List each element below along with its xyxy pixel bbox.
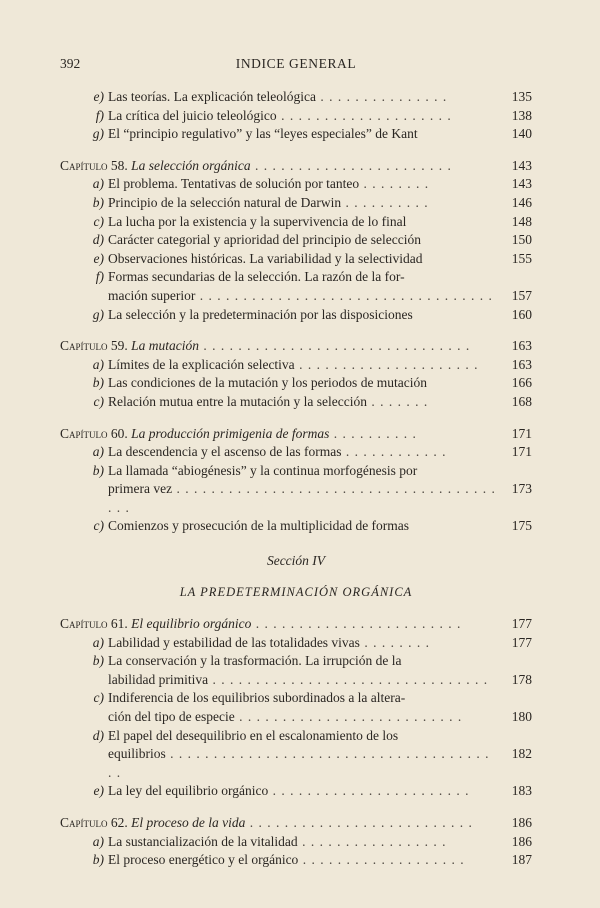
page-ref: 183 <box>511 783 532 799</box>
entry-text <box>108 213 498 232</box>
entry-title: Límites de la explicación selectiva <box>108 356 295 372</box>
entry-text <box>108 689 498 708</box>
toc-entry <box>60 175 532 194</box>
toc-entry <box>60 782 532 801</box>
toc-entry <box>60 268 532 287</box>
entry-title: La conservación y la trasformación. La irrupción de la <box>108 653 402 669</box>
spacer <box>60 324 532 337</box>
page-ref: 178 <box>511 671 532 687</box>
entry-text <box>108 250 498 269</box>
toc-entry <box>60 480 532 517</box>
leader-dots: . . . . . . . . . . . . . . . . . . . . . . . <box>268 783 470 799</box>
entry-text <box>108 517 498 536</box>
entry-text <box>108 393 498 412</box>
page-ref: 171 <box>511 425 532 441</box>
entry-text <box>108 833 498 852</box>
entry-text <box>108 671 498 690</box>
chapter-title: El equilibrio orgánico <box>131 616 252 632</box>
chapter-text <box>60 157 498 176</box>
toc-entry <box>60 517 532 536</box>
entry-letter: c) <box>93 213 104 229</box>
entry-title: La selección y la predeterminación por las disposiciones <box>108 306 413 322</box>
entry-title: La lucha por la existencia y la supervivencia de lo final <box>108 213 407 229</box>
spacer <box>60 801 532 814</box>
page-ref: 163 <box>511 338 532 354</box>
entry-letter <box>60 287 108 306</box>
entry-title: Relación mutua entre la mutación y la selección <box>108 393 368 409</box>
entry-title: Las teorías. La explicación teleológica <box>108 89 317 104</box>
entry-text <box>108 231 498 250</box>
entry-letter: b) <box>92 462 104 478</box>
leader-dots: . . . . . . . . . . . . . . . . . . . . . . . . . . . . . . . . . . . . . . . . <box>108 481 496 515</box>
toc-entry <box>60 393 532 412</box>
entry-letter <box>60 745 108 782</box>
page-number: 392 <box>60 56 81 71</box>
toc-entry <box>60 287 532 306</box>
chapter-label: Capítulo 58. <box>60 157 132 173</box>
entry-title: Labilidad y estabilidad de las totalidades vivas <box>108 634 360 650</box>
page-ref: 160 <box>511 306 532 322</box>
page-ref: 186 <box>511 815 532 830</box>
page-ref: 177 <box>511 634 532 650</box>
entry-letter: b) <box>92 194 104 210</box>
entry-title: La descendencia y el ascenso de las formas <box>108 444 342 460</box>
page-ref: 187 <box>511 852 532 868</box>
toc-entry <box>60 374 532 393</box>
entry-text <box>108 107 498 126</box>
chapter-title: La selección orgánica <box>131 157 251 173</box>
page-ref <box>498 689 532 708</box>
leader-dots: . . . . . . . . . . . . . . . . . . . <box>298 852 465 868</box>
entry-title: El “principio regulativo” y las “leyes especiales” de Kant <box>108 126 418 142</box>
entry-title: La crítica del juicio teleológico <box>108 107 277 123</box>
entry-title: Observaciones históricas. La variabilidad y la selectividad <box>108 250 423 266</box>
toc-entry <box>60 356 532 375</box>
entry-text <box>108 356 498 375</box>
entry-letter <box>60 708 108 727</box>
page-ref: 155 <box>511 250 532 266</box>
entry-text <box>108 652 498 671</box>
toc-entry <box>60 634 532 653</box>
leader-dots: . . . . . . . . . . . . . . . . . . . . <box>276 107 452 123</box>
entry-letter: a) <box>92 356 104 372</box>
spacer <box>60 602 532 615</box>
page-ref: 163 <box>511 356 532 372</box>
page-ref: 177 <box>511 616 532 632</box>
page-ref: 166 <box>511 375 532 391</box>
toc-entry <box>60 851 532 870</box>
page-ref: 182 <box>511 746 532 762</box>
page-ref: 143 <box>511 176 532 192</box>
entry-letter: g) <box>92 306 104 322</box>
page-ref: 150 <box>511 232 532 248</box>
toc-entry <box>60 194 532 213</box>
entry-letter: b) <box>92 653 104 669</box>
entry-letter: f) <box>95 107 104 123</box>
entry-letter: c) <box>93 690 104 706</box>
running-title: INDICE GENERAL <box>235 56 357 71</box>
toc-entry <box>60 689 532 708</box>
entry-text <box>108 708 498 727</box>
entry-title: Carácter categorial y aprioridad del principio de selección <box>108 232 421 248</box>
page-ref: 138 <box>511 107 532 123</box>
section-subtitle: LA PREDETERMINACIÓN ORGÁNICA <box>179 585 413 600</box>
chapter-heading <box>60 615 532 634</box>
entry-letter: g) <box>92 126 104 142</box>
section-title: Sección IV <box>266 553 326 569</box>
entry-letter: a) <box>92 444 104 460</box>
entry-text <box>108 462 498 481</box>
leader-dots: . . . . . . . . <box>359 176 430 192</box>
leader-dots: . . . . . . . . . . . . . . . . . . . . . . . . . . . . . . . . . . . . . . . <box>108 746 490 780</box>
leader-dots: . . . . . . . <box>367 393 429 409</box>
page-ref <box>498 727 532 746</box>
entry-text <box>108 88 498 107</box>
entry-letter: c) <box>93 518 104 534</box>
entry-letter: e) <box>93 250 104 266</box>
toc-entry <box>60 671 532 690</box>
leader-dots: . . . . . . . . . . <box>329 425 417 441</box>
page-ref: 175 <box>511 518 532 534</box>
entry-title: El proceso energético y el orgánico <box>108 852 299 868</box>
entry-text <box>108 851 498 870</box>
chapter-text <box>60 425 498 444</box>
entry-title: El papel del desequilibrio en el escalonamiento de los <box>108 727 399 743</box>
chapter-label: Capítulo 59. <box>60 338 132 354</box>
page-ref <box>498 652 532 671</box>
entry-title: La sustancialización de la vitalidad <box>108 833 298 849</box>
entry-title: mación superior <box>108 287 196 303</box>
leader-dots: . . . . . . . . . . . . . . . . . . . . . <box>294 356 479 372</box>
entry-text <box>108 374 498 393</box>
entry-letter: c) <box>93 393 104 409</box>
entry-letter: e) <box>93 89 104 104</box>
toc-entry <box>60 88 532 107</box>
entry-text <box>108 194 498 213</box>
chapter-text <box>60 615 498 634</box>
leader-dots: . . . . . . . . . . . . . . . . . . . . . . . . . . . . . . . <box>199 338 471 354</box>
toc-entry <box>60 213 532 232</box>
entry-title: primera vez <box>108 481 173 497</box>
page-ref: 135 <box>511 89 532 104</box>
leader-dots: . . . . . . . . . . . . . . . . . . . . . . . . . . <box>245 815 473 830</box>
toc-entry <box>60 250 532 269</box>
entry-title: Indiferencia de los equilibrios subordinados a la altera- <box>108 690 406 706</box>
toc-entry <box>60 231 532 250</box>
entry-text <box>108 306 498 325</box>
toc-entry <box>60 833 532 852</box>
spacer <box>60 144 532 157</box>
entry-title: ción del tipo de especie <box>108 709 235 725</box>
chapter-text <box>60 814 498 833</box>
entry-letter: d) <box>92 232 104 248</box>
leader-dots: . . . . . . . . . . . . . . . . . . . . . . . . . . . . . . . . <box>208 671 489 687</box>
leader-dots: . . . . . . . . . . . . . . . . . . . . . . . . <box>251 616 462 632</box>
entry-title: labilidad primitiva <box>108 671 209 687</box>
entry-letter <box>60 671 108 690</box>
entry-letter: a) <box>92 176 104 192</box>
leader-dots: . . . . . . . . . . <box>341 194 429 210</box>
entry-title: Las condiciones de la mutación y los periodos de mutación <box>108 375 428 391</box>
toc-entry <box>60 306 532 325</box>
chapter-label: Capítulo 62. <box>60 815 132 830</box>
leader-dots: . . . . . . . . . . . . . . . . . . . . . . . <box>250 157 452 173</box>
chapter-label: Capítulo 61. <box>60 616 132 632</box>
chapter-heading <box>60 814 532 833</box>
toc-entry <box>60 727 532 746</box>
entry-text <box>108 634 498 653</box>
entry-title: Comienzos y prosecución de la multiplicidad de formas <box>108 518 410 534</box>
toc-entry <box>60 107 532 126</box>
entry-text <box>108 175 498 194</box>
page-ref: 171 <box>511 444 532 460</box>
running-header <box>60 56 532 74</box>
page-ref <box>498 268 532 287</box>
leader-dots: . . . . . . . . . . . . . . . <box>316 89 448 104</box>
chapter-heading <box>60 157 532 176</box>
entry-title: Formas secundarias de la selección. La razón de la for- <box>108 269 405 285</box>
toc-entry <box>60 652 532 671</box>
leader-dots: . . . . . . . . . . . . . . . . . <box>297 833 447 849</box>
entry-letter: b) <box>92 375 104 391</box>
entry-letter: b) <box>92 852 104 868</box>
toc-entry <box>60 443 532 462</box>
page-ref: 157 <box>511 287 532 303</box>
chapter-title: La producción primigenia de formas <box>131 425 330 441</box>
entry-letter: e) <box>93 783 104 799</box>
spacer <box>60 536 532 549</box>
toc-entry <box>60 708 532 727</box>
toc-entry <box>60 125 532 144</box>
page-ref: 186 <box>511 833 532 849</box>
leader-dots: . . . . . . . . . . . . <box>341 444 447 460</box>
entry-text <box>108 287 498 306</box>
page-ref <box>498 462 532 481</box>
entry-text <box>108 443 498 462</box>
page-ref: 148 <box>511 213 532 229</box>
entry-letter: d) <box>92 727 104 743</box>
leader-dots: . . . . . . . . . . . . . . . . . . . . . . . . . . <box>234 709 463 725</box>
leader-dots: . . . . . . . . <box>359 634 430 650</box>
leader-dots: . . . . . . . . . . . . . . . . . . . . . . . . . . . . . . . . . . <box>195 287 493 303</box>
chapter-label: Capítulo 60. <box>60 425 132 441</box>
entry-title: La ley del equilibrio orgánico <box>108 783 269 799</box>
entry-title: equilibrios <box>108 746 166 762</box>
page-ref: 146 <box>511 194 532 210</box>
entry-text <box>108 745 498 782</box>
entry-letter: a) <box>92 833 104 849</box>
page-ref: 140 <box>511 126 532 142</box>
entry-title: La llamada “abiogénesis” y la continua morfogénesis por <box>108 462 418 478</box>
entry-title: Principio de la selección natural de Darwin <box>108 194 342 210</box>
chapter-title: La mutación <box>131 338 200 354</box>
page-ref: 173 <box>511 481 532 497</box>
spacer <box>60 412 532 425</box>
entry-title: El problema. Tentativas de solución por tanteo <box>108 176 360 192</box>
entry-text <box>108 125 498 144</box>
entry-text <box>108 268 498 287</box>
table-of-contents <box>60 88 532 870</box>
entry-text <box>108 727 498 746</box>
chapter-heading <box>60 425 532 444</box>
entry-letter <box>60 480 108 517</box>
toc-entry <box>60 745 532 782</box>
page-ref: 143 <box>511 157 532 173</box>
entry-text <box>108 480 498 517</box>
entry-text <box>108 782 498 801</box>
entry-letter: a) <box>92 634 104 650</box>
page-ref: 168 <box>511 393 532 409</box>
chapter-title: El proceso de la vida <box>131 815 246 830</box>
page-ref: 180 <box>511 709 532 725</box>
toc-entry <box>60 462 532 481</box>
entry-letter: f) <box>95 269 104 285</box>
chapter-text <box>60 337 498 356</box>
chapter-heading <box>60 337 532 356</box>
